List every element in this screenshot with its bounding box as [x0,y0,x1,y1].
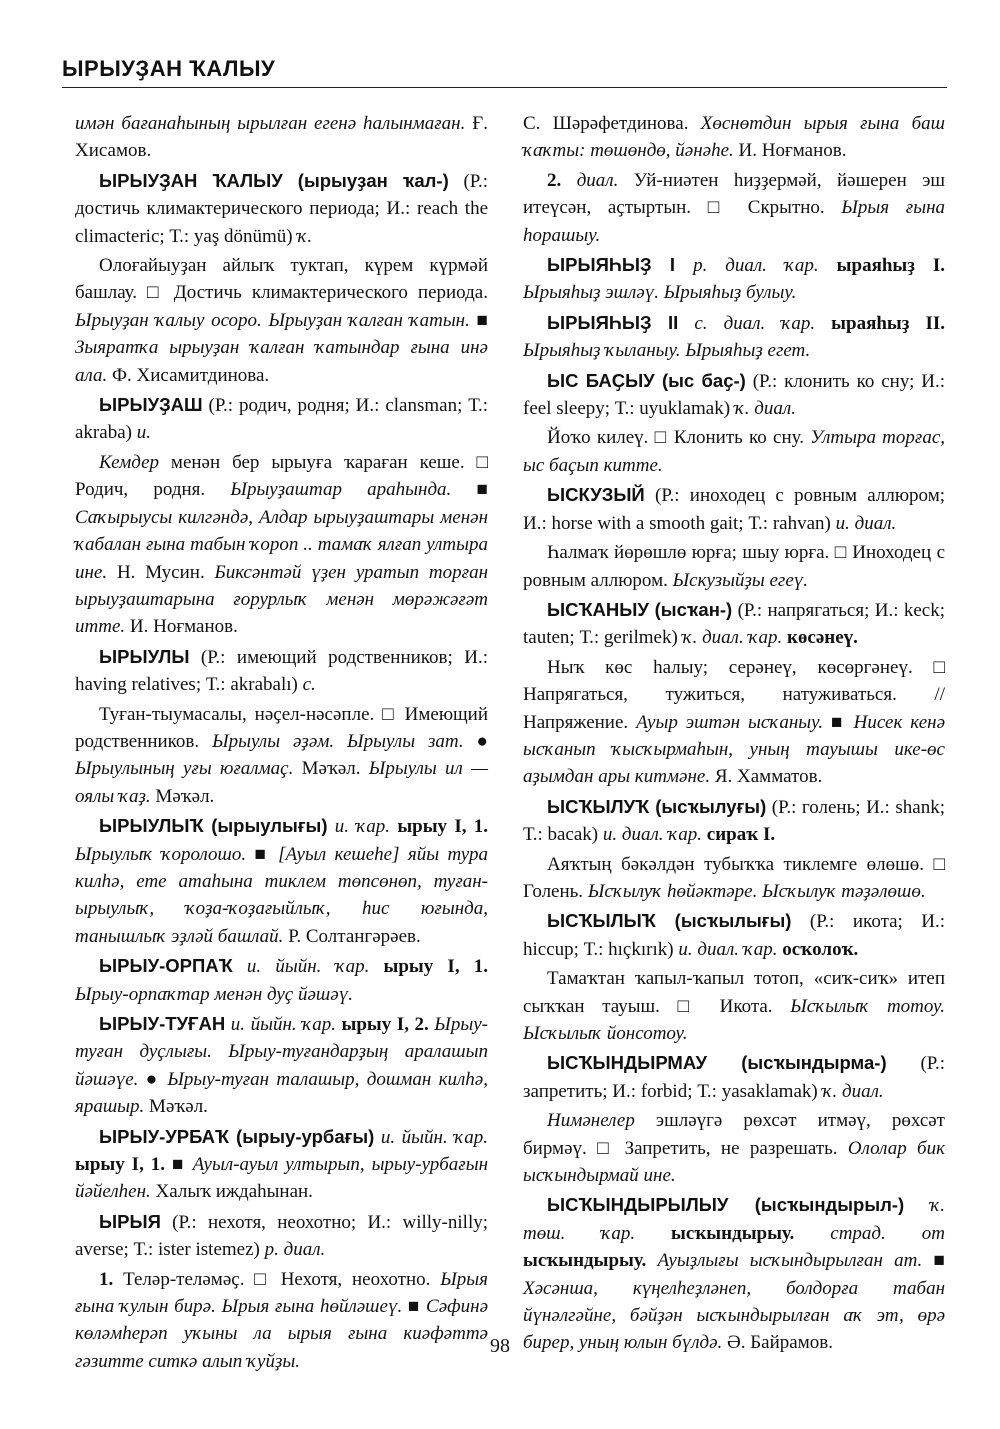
bold-reference: осҡолоҡ. [777,938,859,960]
italic-text: ҡ. [297,225,313,247]
italic-text: Ырыулының уғы юғалмаҫ. [75,758,294,780]
italic-text: ҡ. төш. ҡар. [523,1195,945,1244]
bold-reference: ысҡындырыу. [635,1222,795,1244]
text-run: Уй-ниәтен һиҙҙермәй, йәшерен эш итеүсән, аҫтыртын. □ Скрытно. [523,169,945,219]
italic-text: и. йыйн. ҡар. [246,956,370,978]
italic-text: Ауыр эштән ысҡаныу. [636,711,824,733]
italic-text: Ырыяһыҙ ҡыланыу. Ырыяһыҙ егет. [523,340,811,362]
italic-text: ҡ. диал. [734,398,796,420]
text-run [675,255,693,276]
italic-text: Зыяратҡа ырыуҙан ҡалған ҡатындар ғына инә ала. [75,337,488,386]
headword: ЫРЫУ-ТУҒАН [99,1013,226,1034]
headword: ЫРЫЯ [99,1210,161,1232]
text-run: менән бер ырыуға ҡараған кеше. □ Родич, родня. [75,451,488,501]
italic-text: и. диал. [835,512,897,534]
dictionary-entry-paragraph [523,1107,945,1189]
text-run: И. Ноғманов. [125,616,238,638]
headword: ЫРЫУҘАН ҠАЛЫУ (ырыуҙан ҡал-) [99,169,449,191]
dictionary-entry-paragraph [523,907,945,963]
headword: ЫРЫУ-ОРПАҠ [99,955,233,977]
italic-text: р. диал. ҡар. [693,255,819,277]
bold-reference: 2. [547,169,562,191]
italic-text: и. диал. ҡар. [602,824,703,846]
dictionary-entry-paragraph [523,110,945,165]
italic-text: с. диал. ҡар. [694,312,816,334]
bold-reference: көсәнеү. [782,627,858,649]
headword: ЫС БАҪЫУ (ыс баҫ-) [547,369,746,391]
dictionary-entry-paragraph [75,1123,488,1206]
dictionary-entry-paragraph [523,424,945,479]
headword: ЫРЫУ-УРБАҠ (ырыу-урбағы) [99,1125,375,1147]
italic-text: Ырыулы әҙәм. Ырыулы зат. [212,730,464,752]
dictionary-entry-paragraph [75,449,488,641]
header-divider [62,87,947,88]
dictionary-entry-paragraph [523,251,945,307]
dictionary-entry-paragraph [75,701,488,811]
text-run: ■ [246,843,279,865]
dictionary-entry-paragraph [75,167,488,250]
dictionary-entry-paragraph [523,309,945,365]
italic-text: Ауыл-ауыл ултырып, ырыу-урбағын йәйелһен. [75,1154,489,1203]
text-run: Мәҡәл. [293,758,369,780]
italic-text: страд. от [830,1222,945,1244]
text-run: (Р.: клонить ко сну; И.: feel sleepy; Т.: uyuklamak) [523,370,945,420]
text-run: Теләр-теләмәҫ. □ Нехотя, неохотно. [113,1268,441,1290]
italic-text: Ырыуҙаштар араһында. [230,479,452,501]
italic-text: Кемдер [99,451,160,473]
text-run: Мәҡәл. [150,785,215,807]
headword: ЫРЫЯҺЫҘ I [547,254,676,276]
text-run: Йоҡо килеү. □ Клонить ко сну. [547,427,811,449]
text-run: ■ [922,1250,945,1272]
headword: ЫСҠАНЫУ (ысҡан-) [547,598,733,620]
italic-text: Нимәнелер [547,1110,635,1132]
italic-text: Хөснөтдин ырыя ғына баш ҡаҡты: төшөндө, йәнәһе. [523,113,945,162]
bold-reference: ырыу I, 1. [75,1154,166,1176]
bold-reference: ысҡындырыу. [523,1250,647,1272]
italic-text: Сәфинә көләмһерәп уҡыны ла ырыя ғына киәфәттә гәзитте ситкә алып ҡуйҙы. [75,1296,489,1372]
text-run [794,1223,830,1244]
text-run: Н. Мусин. [107,561,215,583]
italic-text: Ырыя ғына ҡулын бирә. Ырыя ғына һөйләшеү. [75,1268,488,1318]
dictionary-entry-paragraph [75,952,488,1008]
text-run: ■ [451,479,488,501]
text-run: (Р.: нехотя, неохотно; И.: willy-nilly; averse; Т.: ister istemez) [75,1211,488,1261]
dictionary-entry-paragraph [523,654,945,791]
headword: ЫСҠЫНДЫРМАУ (ысҡындырма-) [547,1052,887,1074]
text-run: (Р.: икота; И.: hiccup; Т.: hıçkırık) [523,911,945,960]
text-run: (Р.: иноходец с ровным аллюром; И.: horse with a smooth gait; Т.: rahvan) [523,485,945,534]
text-run: ■ [823,711,854,733]
dictionary-entry-paragraph [523,1191,945,1356]
bold-reference: сираҡ I. [702,824,776,846]
text-run: Тамаҡтан ҡапыл-ҡапыл тотоп, «сиҡ-сиҡ» итеп сыҡҡан тауыш. □ Икота. [523,968,945,1017]
text-run: Олоғайыуҙан айлыҡ туктап, күрем күрмәй башлау. □ Достичь климактерического периода. [75,255,488,304]
headword: ЫСКУЗЫЙ [547,484,645,506]
text-run: (Р.: имеющий родственников; И.: having relatives; Т.: akrabalı) [75,646,488,696]
text-run: С. Шәрәфетдинова. [523,113,701,134]
italic-text: Ырыу-туған дуҫлығы. Ырыу-туғандарҙың аралашып йәшәүе. [75,1014,488,1090]
dictionary-entry-paragraph [523,965,945,1047]
text-run: (Р.: напрягаться; И.: keck; tauten; Т.: gerilmek) [523,599,945,649]
text-run: Ныҡ көс һалыу; серәнеү, көсөргәнеү. □ Напрягаться, тужиться, натуживаться. // Напряжение. [523,656,945,733]
text-run: Р. Солтангәрәев. [283,925,421,947]
dictionary-entry-paragraph [523,481,945,537]
italic-text: Ырыяһыҙ эшләү. Ырыяһыҙ булыу. [523,282,797,304]
text-run: Ғ. Хисамов. [75,113,488,162]
bold-reference: ырыу I, 1. [390,816,488,838]
left-column [75,110,488,1377]
text-run [328,816,335,837]
italic-text: и. [136,422,151,444]
italic-text: с. [302,674,316,696]
text-run: (Р.: запретить; И.: forbid; Т.: yasaklamak) [523,1053,945,1102]
bold-reference: ырыу I, 2. [335,1014,429,1035]
bold-reference: ырыу I, 1. [369,956,488,978]
text-run [646,1250,657,1271]
text-run: ● [463,730,489,752]
italic-text: имән бағанаһының ырылған егенә һалынмаған. [75,113,466,134]
headword: ЫСҠЫНДЫРЫЛЫУ (ысҡындырыл-) [547,1194,905,1216]
running-header: ЫРЫУҘАН ҠАЛЫУ [62,56,276,81]
text-run: Ә. Байрамов. [722,1332,833,1354]
dictionary-entry-paragraph [523,793,945,849]
text-run [233,956,247,977]
right-column [523,110,945,1359]
bold-reference: ыраяһыҙ I. [818,255,946,277]
italic-text: Ысҡылуҡ һөйәктәре. Ысҡылуҡ тәҙәлөшө. [587,880,926,902]
italic-text: и. йыйн. ҡар. [230,1014,336,1035]
italic-text: Ололар бик ысҡындырмай ине. [523,1137,945,1187]
dictionary-entry-paragraph [523,596,945,652]
text-run: (Р.: голень; И.: shank; Т.: bacak) [523,796,945,846]
headword: ЫРЫУЛЫҠ (ырыулығы) [99,815,328,837]
text-run [904,1195,930,1216]
italic-text: Хәсәнша, күңелһеҙләнеп, болдорға табан йүнәлгәйне, бәйҙән ысҡындырылған аҡ эт, өрә бирер, уның юлын бүлдә. [523,1277,945,1354]
headword: ЫРЫУҘАШ [99,394,203,416]
text-run: Мәҡәл. [144,1096,208,1118]
dictionary-entry-paragraph [523,851,945,906]
text-run: ■ [165,1154,193,1176]
italic-text: ҡ. диал. [822,1080,884,1102]
bold-reference: 1. [99,1268,114,1290]
italic-text: диал. [576,169,619,191]
text-run: ■ [402,1296,427,1318]
italic-text: Ултыра торғас, ыс баҫып китте. [523,427,945,476]
italic-text: ҡ. диал. ҡар. [682,627,783,649]
dictionary-entry-paragraph [523,539,945,594]
text-run: ■ [469,309,488,331]
italic-text: Саҡырыусы килгәндә, Алдар ырыуҙаштары менән ҡабалан ғына табын ҡороп .. тамаҡ ялғап ултыра ине. [75,506,488,583]
dictionary-entry-paragraph [75,252,488,389]
italic-text: и. ҡар. [334,816,391,838]
text-run: (Р.: родич, родня; И.: clansman; Т.: akraba) [75,395,488,444]
italic-text: Биксәнтәй үҙен уратып торған ырыуҙаштарына ғорурлыҡ менән мөрәжәғәт итте. [75,561,488,638]
dictionary-entry-paragraph [523,367,945,423]
italic-text: Ауыҙлығы ысҡындырылған ат. [657,1250,923,1272]
italic-text: Ырыу-орпаҡтар менән дуҫ йәшәү. [75,983,353,1005]
bold-reference: ыраяһыҙ II. [815,312,945,334]
italic-text: и. йыйн. ҡар. [380,1126,488,1148]
text-run [561,170,576,191]
headword: ЫРЫЯҺЫҘ II [547,311,679,333]
italic-text: Ырыу-туған талашыр, дошман килһә, ярашыр. [75,1068,488,1118]
dictionary-entry-paragraph [75,1266,488,1376]
text-run: Туған-тыумасалы, нәҫел-нәсәпле. □ Имеющий родственников. [75,703,488,752]
italic-text: Ыскузыйҙы егеү. [672,569,809,591]
text-run: Я. Хамматов. [710,766,823,788]
headword: ЫСҠЫЛЫҠ (ысҡылығы) [547,910,792,932]
italic-text: Ырыулы ил — оялы ҡаҙ. [75,758,488,807]
dictionary-entry-paragraph [523,167,945,249]
italic-text: Ырыуҙан ҡалыу осоро. Ырыуҙан ҡалған ҡатын. [75,309,470,331]
dictionary-entry-paragraph [75,643,488,699]
italic-text: Ырыулыҡ ҡоролошо. [75,843,247,865]
text-run [678,313,694,334]
text-run: Халыҡ иждаһынан. [150,1181,313,1203]
text-run: И. Ноғманов. [733,140,847,162]
italic-text: р. диал. [264,1239,326,1261]
dictionary-entry-paragraph [523,1049,945,1105]
dictionary-entry-paragraph [75,1010,488,1121]
italic-text: Ысҡылыҡ тотоу. Ысҡылыҡ йонсотоу. [523,995,945,1044]
dictionary-entry-paragraph [75,812,488,950]
text-run: ● [138,1068,168,1090]
page-number: 98 [490,1335,510,1357]
headword: ЫРЫУЛЫ [99,645,190,667]
headword: ЫСҠЫЛУҠ (ысҡылуғы) [547,795,767,817]
dictionary-entry-paragraph [75,1208,488,1264]
text-run: эшләүгә рөхсәт итмәү, рөхсәт бирмәү. □ Запретить, не разрешать. [523,1110,945,1159]
italic-text: Нисек кенә ысҡанып ҡысҡырмаһын, уның тауышы ике-өс аҙымдан ары китмәне. [523,711,946,788]
text-run: Һалмаҡ йөрөшлө юрға; шыу юрға. □ Иноходец с ровным аллюром. [523,542,945,591]
dictionary-entry-paragraph [75,391,488,447]
text-run: (Р.: достичь климактерического периода; И.: reach the climacteric; Т.: yaş dönümü) [75,170,488,247]
text-run: Ф. Хисамитдинова. [107,364,270,386]
italic-text: Ырыя ғына һорашыу. [523,197,945,246]
text-run: Аяҡтың бәкәлдән тубыҡҡа тиклемге өлөшө. □ Голень. [523,853,945,902]
italic-text: и. диал. ҡар. [678,938,778,960]
italic-text: [Ауыл кешеһе] яйы тура килһә, ете атаһына тиклем төпсөнөп, туған-ырыулыҡ, ҡоҙа-ҡоҙағыйлыҡ, һис юғында, танышлыҡ эҙләй башлай. [75,843,488,947]
dictionary-entry-paragraph [75,110,488,165]
